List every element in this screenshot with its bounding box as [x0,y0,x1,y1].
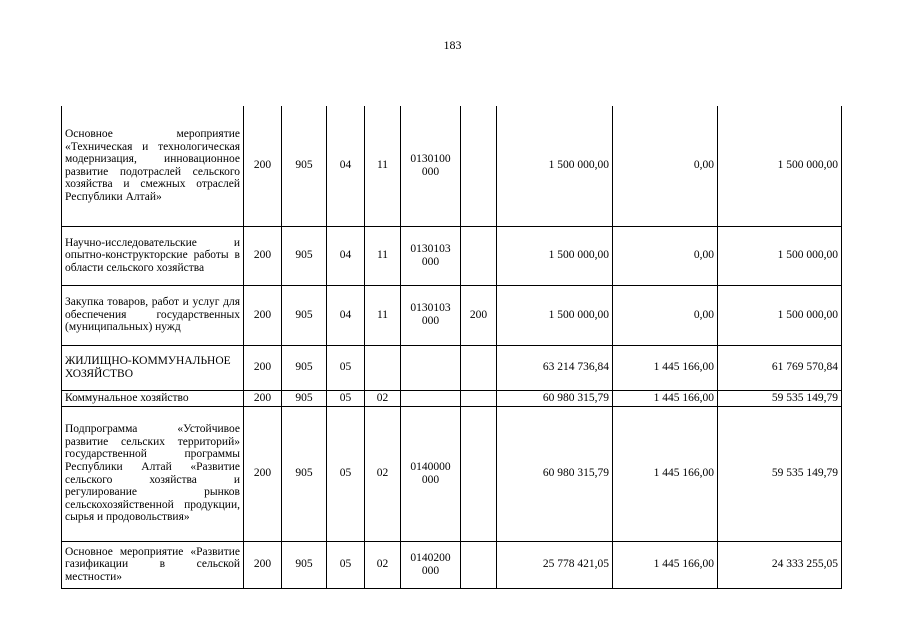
total-cell: 1 500 000,00 [718,226,842,285]
code-cell: 200 [244,541,282,588]
subsection-cell: 11 [365,106,401,226]
section-cell: 04 [327,285,365,345]
code-cell: 200 [244,106,282,226]
target-article-cell: 0130103 000 [401,226,461,285]
code-cell: 200 [244,226,282,285]
total-cell: 59 535 149,79 [718,390,842,406]
change-cell: 1 445 166,00 [613,541,718,588]
target-article-cell [401,345,461,390]
row-name: Научно-исследовательские и опытно-конструкторские работы в области сельского хозяйства [62,226,244,285]
amount-cell: 60 980 315,79 [497,390,613,406]
subsection-cell: 11 [365,285,401,345]
code-cell: 200 [244,406,282,541]
target-article-cell: 0130100 000 [401,106,461,226]
code-cell: 200 [244,285,282,345]
table-row [62,106,842,226]
budget-table [61,106,842,589]
expense-type-cell [461,541,497,588]
change-cell: 1 445 166,00 [613,406,718,541]
ministry-code-cell: 905 [282,226,327,285]
amount-cell: 25 778 421,05 [497,541,613,588]
row-name: ЖИЛИЩНО-КОММУНАЛЬНОЕ ХОЗЯЙСТВО [62,345,244,390]
row-name: Подпрограмма «Устойчивое развитие сельских территорий» государственной программы Республики Алтай «Развитие сельского хозяйства и регулирование рынков сельскохозяйственной продукции, сырья и продовольствия» [62,406,244,541]
change-cell: 0,00 [613,106,718,226]
change-cell: 1 445 166,00 [613,390,718,406]
target-article-cell: 0130103 000 [401,285,461,345]
expense-type-cell [461,390,497,406]
section-cell: 05 [327,541,365,588]
change-cell: 0,00 [613,285,718,345]
expense-type-cell [461,345,497,390]
table-row [62,390,842,406]
table-row [62,406,842,541]
ministry-code-cell: 905 [282,345,327,390]
row-name: Коммунальное хозяйство [62,390,244,406]
ministry-code-cell: 905 [282,285,327,345]
ministry-code-cell: 905 [282,390,327,406]
total-cell: 61 769 570,84 [718,345,842,390]
row-name: Основное мероприятие «Техническая и технологическая модернизация, инновационное развитие подотраслей сельского хозяйства и смежных отраслей Республики Алтай» [62,106,244,226]
amount-cell: 60 980 315,79 [497,406,613,541]
amount-cell: 1 500 000,00 [497,285,613,345]
section-cell: 05 [327,390,365,406]
change-cell: 1 445 166,00 [613,345,718,390]
code-cell: 200 [244,345,282,390]
table-row [62,226,842,285]
expense-type-cell [461,406,497,541]
table-row [62,345,842,390]
change-cell: 0,00 [613,226,718,285]
subsection-cell: 02 [365,406,401,541]
target-article-cell: 0140200 000 [401,541,461,588]
code-cell: 200 [244,390,282,406]
table-row [62,285,842,345]
section-cell: 04 [327,106,365,226]
ministry-code-cell: 905 [282,541,327,588]
subsection-cell: 02 [365,390,401,406]
table-row [62,541,842,588]
subsection-cell: 11 [365,226,401,285]
section-cell: 04 [327,226,365,285]
expense-type-cell [461,226,497,285]
total-cell: 24 333 255,05 [718,541,842,588]
row-name: Закупка товаров, работ и услуг для обеспечения государственных (муниципальных) нужд [62,285,244,345]
subsection-cell: 02 [365,541,401,588]
total-cell: 1 500 000,00 [718,285,842,345]
section-cell: 05 [327,406,365,541]
total-cell: 1 500 000,00 [718,106,842,226]
expense-type-cell [461,106,497,226]
amount-cell: 1 500 000,00 [497,106,613,226]
target-article-cell: 0140000 000 [401,406,461,541]
row-name: Основное мероприятие «Развитие газификации в сельской местности» [62,541,244,588]
target-article-cell [401,390,461,406]
section-cell: 05 [327,345,365,390]
amount-cell: 63 214 736,84 [497,345,613,390]
ministry-code-cell: 905 [282,106,327,226]
subsection-cell [365,345,401,390]
amount-cell: 1 500 000,00 [497,226,613,285]
page-number: 183 [443,38,462,52]
total-cell: 59 535 149,79 [718,406,842,541]
ministry-code-cell: 905 [282,406,327,541]
expense-type-cell: 200 [461,285,497,345]
